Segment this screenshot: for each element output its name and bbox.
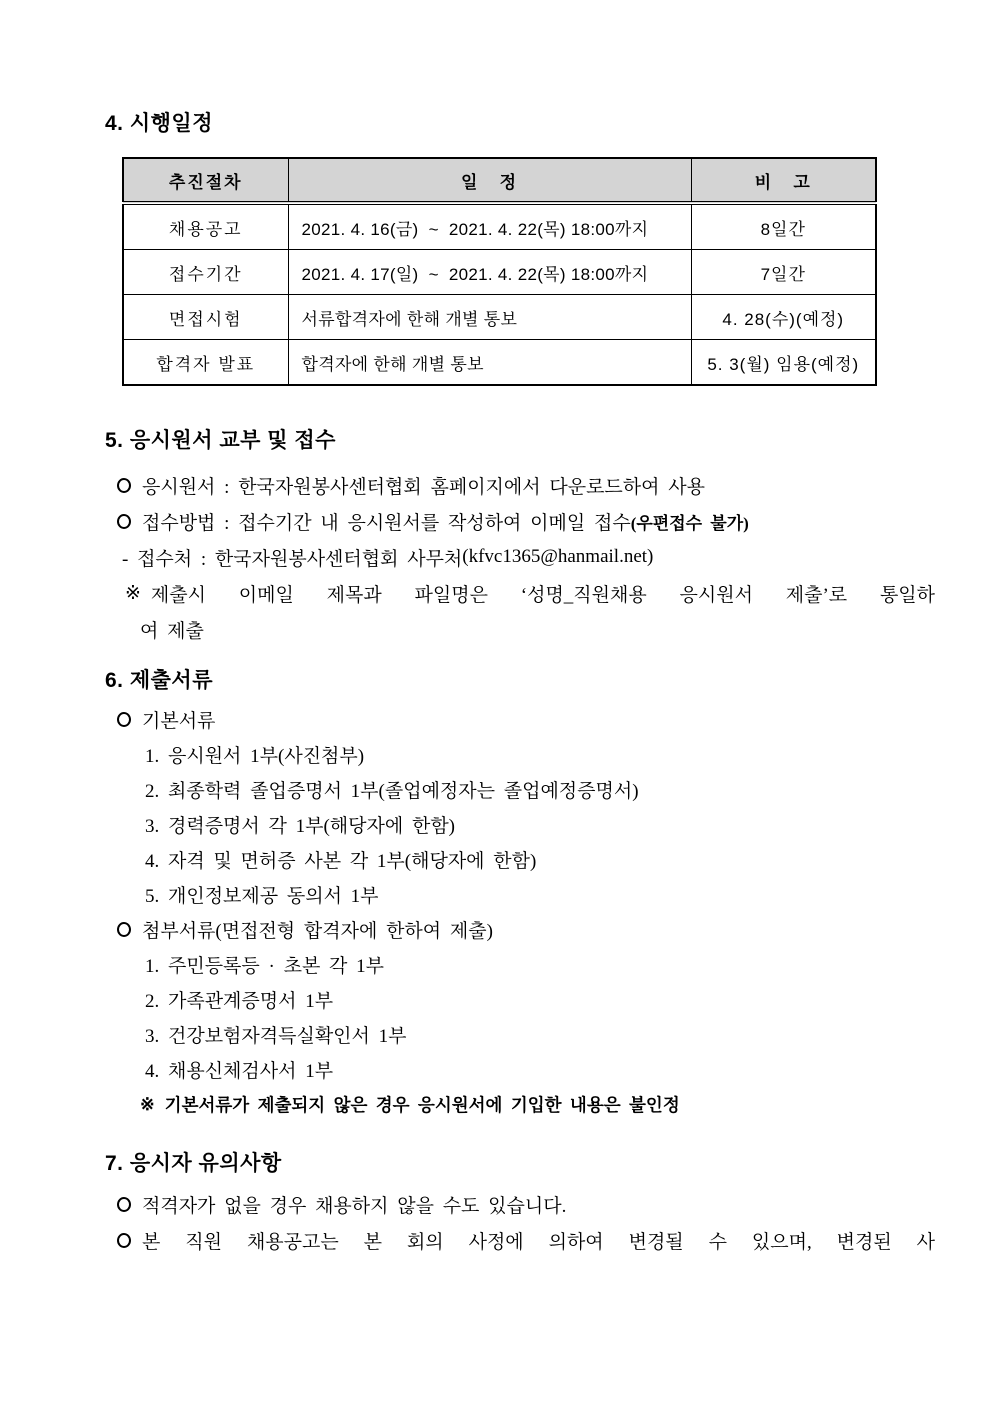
table-cell: 채용공고: [123, 203, 288, 250]
numbered-item-text: 2. 가족관계증명서 1부: [145, 991, 334, 1012]
circle-bullet-icon: [117, 922, 131, 937]
numbered-item-text: 4. 채용신체검사서 1부: [145, 1061, 334, 1082]
table-cell: 면접시험: [123, 295, 288, 340]
email-address: (kfvc1365@hanmail.net): [462, 546, 654, 567]
table-cell: 7일간: [691, 250, 876, 295]
section6-title: 6. 제출서류: [105, 669, 213, 692]
numbered-item-text: 3. 경력증명서 각 1부(해당자에 한함): [145, 816, 456, 837]
table-cell: 합격자에 한해 개별 통보: [288, 340, 691, 386]
section5-list: [105, 467, 935, 647]
numbered-item: [105, 737, 935, 772]
section7-list: [105, 1186, 935, 1258]
table-cell: 4. 28(수)(예정): [691, 295, 876, 340]
reference-mark-icon: ※: [140, 1094, 155, 1114]
schedule-table: [122, 157, 877, 386]
postal-not-allowed-note: (우편접수 불가): [630, 513, 749, 533]
numbered-item-text: 1. 응시원서 1부(사진첨부): [145, 746, 365, 767]
reference-note: [105, 575, 935, 611]
table-cell: 2021. 4. 16(금) ~ 2021. 4. 22(목) 18:00까지: [288, 203, 691, 250]
group-label-text: 기본서류: [142, 711, 216, 732]
table-header-procedure: 추진절차: [123, 158, 288, 203]
numbered-item-text: 5. 개인정보제공 동의서 1부: [145, 886, 379, 907]
reference-note-text: 여 제출: [140, 620, 204, 642]
table-row: [123, 203, 876, 250]
circle-bullet-icon: [117, 712, 131, 727]
reference-note: [105, 1087, 935, 1122]
numbered-item: [105, 842, 935, 877]
numbered-item: [105, 772, 935, 807]
table-cell: 접수기간: [123, 250, 288, 295]
numbered-item-text: 2. 최종학력 졸업증명서 1부(졸업예정자는 졸업예정증명서): [145, 781, 639, 802]
table-header-schedule: 일 정: [288, 158, 691, 203]
circle-bullet-icon: [117, 1233, 131, 1248]
numbered-item-text: 1. 주민등록등 · 초본 각 1부: [145, 956, 385, 977]
numbered-item: [105, 807, 935, 842]
numbered-item: [105, 947, 935, 982]
reference-note-continued: [105, 611, 935, 647]
numbered-item-text: 4. 자격 및 면허증 사본 각 1부(해당자에 한함): [145, 851, 537, 872]
numbered-item: [105, 877, 935, 912]
reference-mark-icon: ※: [125, 582, 141, 604]
list-item: [105, 1222, 935, 1258]
table-cell: 8일간: [691, 203, 876, 250]
list-item: [105, 503, 935, 539]
list-item-text: 적격자가 없을 경우 채용하지 않을 수도 있습니다.: [142, 1195, 567, 1217]
numbered-item-text: 3. 건강보험자격득실확인서 1부: [145, 1026, 407, 1047]
table-header-row: [123, 158, 876, 203]
list-item-text: 응시원서 : 한국자원봉사센터협회 홈페이지에서 다운로드하여 사용: [142, 476, 705, 498]
section4-title: 4. 시행일정: [105, 112, 213, 135]
table-row: [123, 250, 876, 295]
list-group-label: [105, 912, 935, 947]
numbered-item: [105, 1052, 935, 1087]
list-subitem: [105, 539, 935, 575]
list-item: [105, 1186, 935, 1222]
table-row: [123, 340, 876, 386]
group-label-text: 첨부서류(면접전형 합격자에 한하여 제출): [142, 921, 493, 942]
table-cell: 합격자 발표: [123, 340, 288, 386]
list-item-text: - 접수처 : 한국자원봉사센터협회 사무처: [122, 548, 463, 570]
circle-bullet-icon: [117, 514, 131, 529]
table-cell: 서류합격자에 한해 개별 통보: [288, 295, 691, 340]
table-header-remarks: 비 고: [691, 158, 876, 203]
circle-bullet-icon: [117, 1197, 131, 1212]
list-item: [105, 467, 935, 503]
list-item-text: 접수방법 : 접수기간 내 응시원서를 작성하여 이메일 접수: [142, 512, 631, 534]
section6-list: [105, 702, 935, 1122]
list-item-text: 본 직원 채용공고는 본 회의 사정에 의하여 변경될 수 있으며, 변경된 사: [142, 1231, 935, 1253]
numbered-item: [105, 982, 935, 1017]
section5-title: 5. 응시원서 교부 및 접수: [105, 429, 336, 452]
numbered-item: [105, 1017, 935, 1052]
table-cell: 2021. 4. 17(일) ~ 2021. 4. 22(목) 18:00까지: [288, 250, 691, 295]
table-cell: 5. 3(월) 임용(예정): [691, 340, 876, 386]
table-row: [123, 295, 876, 340]
circle-bullet-icon: [117, 478, 131, 493]
list-group-label: [105, 702, 935, 737]
reference-note-text: 기본서류가 제출되지 않은 경우 응시원서에 기입한 내용은 불인정: [164, 1095, 680, 1115]
reference-note-text: 제출시 이메일 제목과 파일명은 ‘성명_직원채용 응시원서 제출’로 통일하: [150, 584, 935, 606]
section7-title: 7. 응시자 유의사항: [105, 1152, 282, 1175]
